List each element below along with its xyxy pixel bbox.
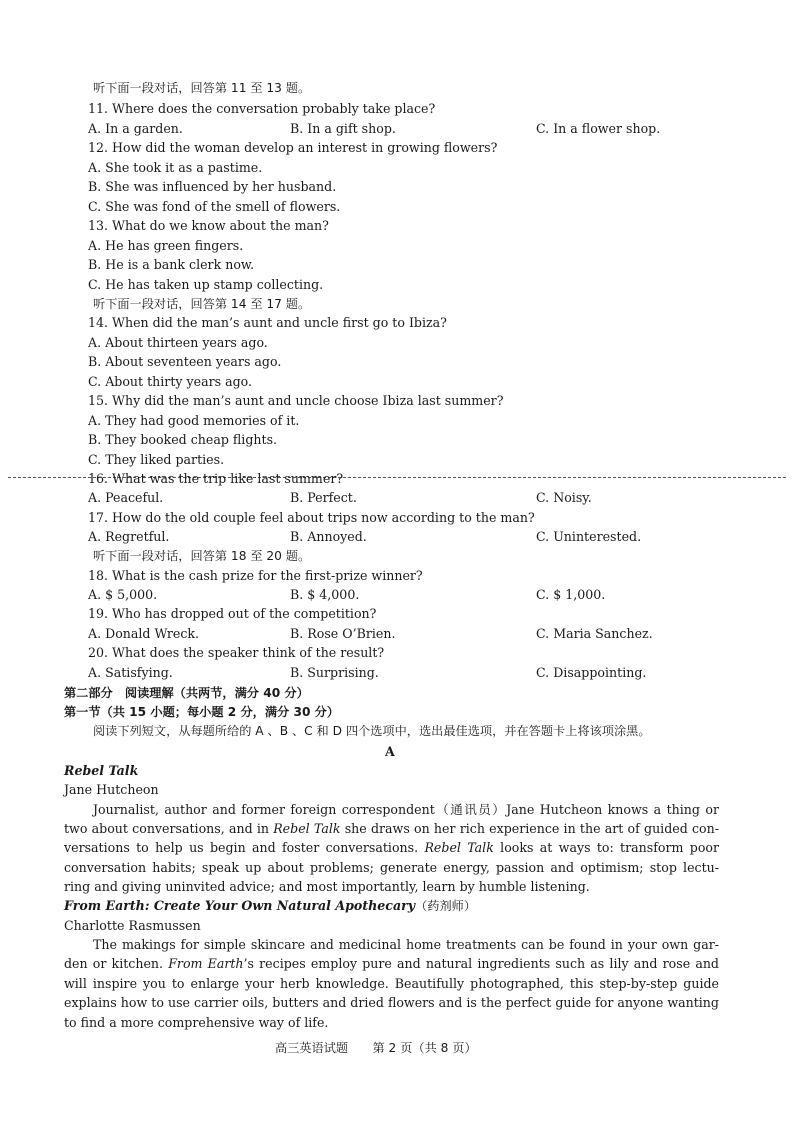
q18-stem: 18. What is the cash prize for the first-prize winner? [88,568,423,583]
q13-option-a: A. He has green fingers. [88,238,244,253]
q14-option-c: C. About thirty years ago. [88,374,253,389]
book1-title-ref: Rebel Talk [273,821,341,836]
q19-stem: 19. Who has dropped out of the competition? [88,606,377,621]
q12-option-c: C. She was fond of the smell of flowers. [88,199,341,214]
q12-stem: 12. How did the woman develop an interest in growing flowers? [88,140,498,155]
book2-title: From Earth: Create Your Own Natural Apothecary（药剂师） [64,898,477,913]
q18-option-c: C. $ 1,000. [536,587,606,602]
q14-option-b: B. About seventeen years ago. [88,354,282,369]
page-footer: 高三英语试题 第 2 页（共 8 页） [275,1041,477,1055]
book1-title: Rebel Talk [64,763,139,778]
book2-line4: explains how to use carrier oils, butters and dried flowers and is the perfect guide for anyone wanting [64,995,719,1010]
q20-option-a: A. Satisfying. [88,665,173,680]
q11-option-a: A. In a garden. [88,121,183,136]
q16-option-b: B. Perfect. [290,490,357,505]
book2-author: Charlotte Rasmussen [64,918,201,933]
q20-option-c: C. Disappointing. [536,665,647,680]
book1-line1: Journalist, author and former foreign correspondent（通讯员）Jane Hutcheon knows a thing or [93,802,719,817]
book1-title-ref: Rebel Talk [424,840,494,855]
q12-option-b: B. She was influenced by her husband. [88,179,337,194]
q16-option-c: C. Noisy. [536,490,592,505]
q20-option-b: B. Surprising. [290,665,379,680]
instruction-14-17: 听下面一段对话，回答第 14 至 17 题。 [93,297,311,311]
book2-title-ref: From Earth [168,956,244,971]
book1-line5: ring and giving uninvited advice; and most importantly, learn by humble listening. [64,879,590,894]
passage-label: A [385,744,395,759]
q19-option-b: B. Rose O’Brien. [290,626,396,641]
q19-option-a: A. Donald Wreck. [88,626,200,641]
q17-option-a: A. Regretful. [88,529,170,544]
q12-option-a: A. She took it as a pastime. [88,160,263,175]
book1-author: Jane Hutcheon [64,782,159,797]
book2-line5: to find a more comprehensive way of life. [64,1015,329,1030]
reading-instruction: 阅读下列短文，从每题所给的 A 、B 、C 和 D 四个选项中，选出最佳选项，并在答题卡上将该项涂黑。 [93,724,651,738]
q17-stem: 17. How do the old couple feel about trips now according to the man? [88,510,535,525]
q11-stem: 11. Where does the conversation probably take place? [88,101,436,116]
section-one-title: 第一节（共 15 小题；每小题 2 分，满分 30 分） [64,705,340,719]
instruction-18-20: 听下面一段对话，回答第 18 至 20 题。 [93,549,311,563]
q19-option-c: C. Maria Sanchez. [536,626,653,641]
q17-option-b: B. Annoyed. [290,529,367,544]
q15-option-a: A. They had good memories of it. [88,413,300,428]
q13-stem: 13. What do we know about the man? [88,218,329,233]
book2-line3: will inspire you to enlarge your herb knowledge. Beautifully photographed, this step-by-step guide [64,976,719,991]
instruction-11-13: 听下面一段对话，回答第 11 至 13 题。 [93,81,311,95]
part-two-title: 第二部分 阅读理解（共两节，满分 40 分） [64,686,309,700]
q16-stem: 16. What was the trip like last summer? [88,471,344,486]
q13-option-b: B. He is a bank clerk now. [88,257,255,272]
book1-line4: conversation habits; speak up about problems; generate energy, passion and optimism; stop lectu- [64,860,719,875]
book1-line2: two about conversations, and in Rebel Talk she draws on her rich experience in the art of guided con- [64,821,720,836]
q13-option-c: C. He has taken up stamp collecting. [88,277,324,292]
q15-option-b: B. They booked cheap flights. [88,432,278,447]
q14-option-a: A. About thirteen years ago. [88,335,268,350]
book1-line3: versations to help us begin and foster conversations. Rebel Talk looks at ways to: transform poor [64,840,719,855]
q17-option-c: C. Uninterested. [536,529,642,544]
q20-stem: 20. What does the speaker think of the result? [88,645,385,660]
q11-option-b: B. In a gift shop. [290,121,396,136]
q18-option-a: A. $ 5,000. [88,587,158,602]
book2-line1: The makings for simple skincare and medicinal home treatments can be found in your own gar- [93,937,719,952]
q11-option-c: C. In a flower shop. [536,121,661,136]
q15-option-c: C. They liked parties. [88,452,225,467]
q15-stem: 15. Why did the man’s aunt and uncle choose Ibiza last summer? [88,393,504,408]
book2-line2: den or kitchen. From Earth’s recipes employ pure and natural ingredients such as lily and rose and [64,956,719,971]
q16-option-a: A. Peaceful. [88,490,164,505]
q14-stem: 14. When did the man’s aunt and uncle first go to Ibiza? [88,315,447,330]
q18-option-b: B. $ 4,000. [290,587,360,602]
